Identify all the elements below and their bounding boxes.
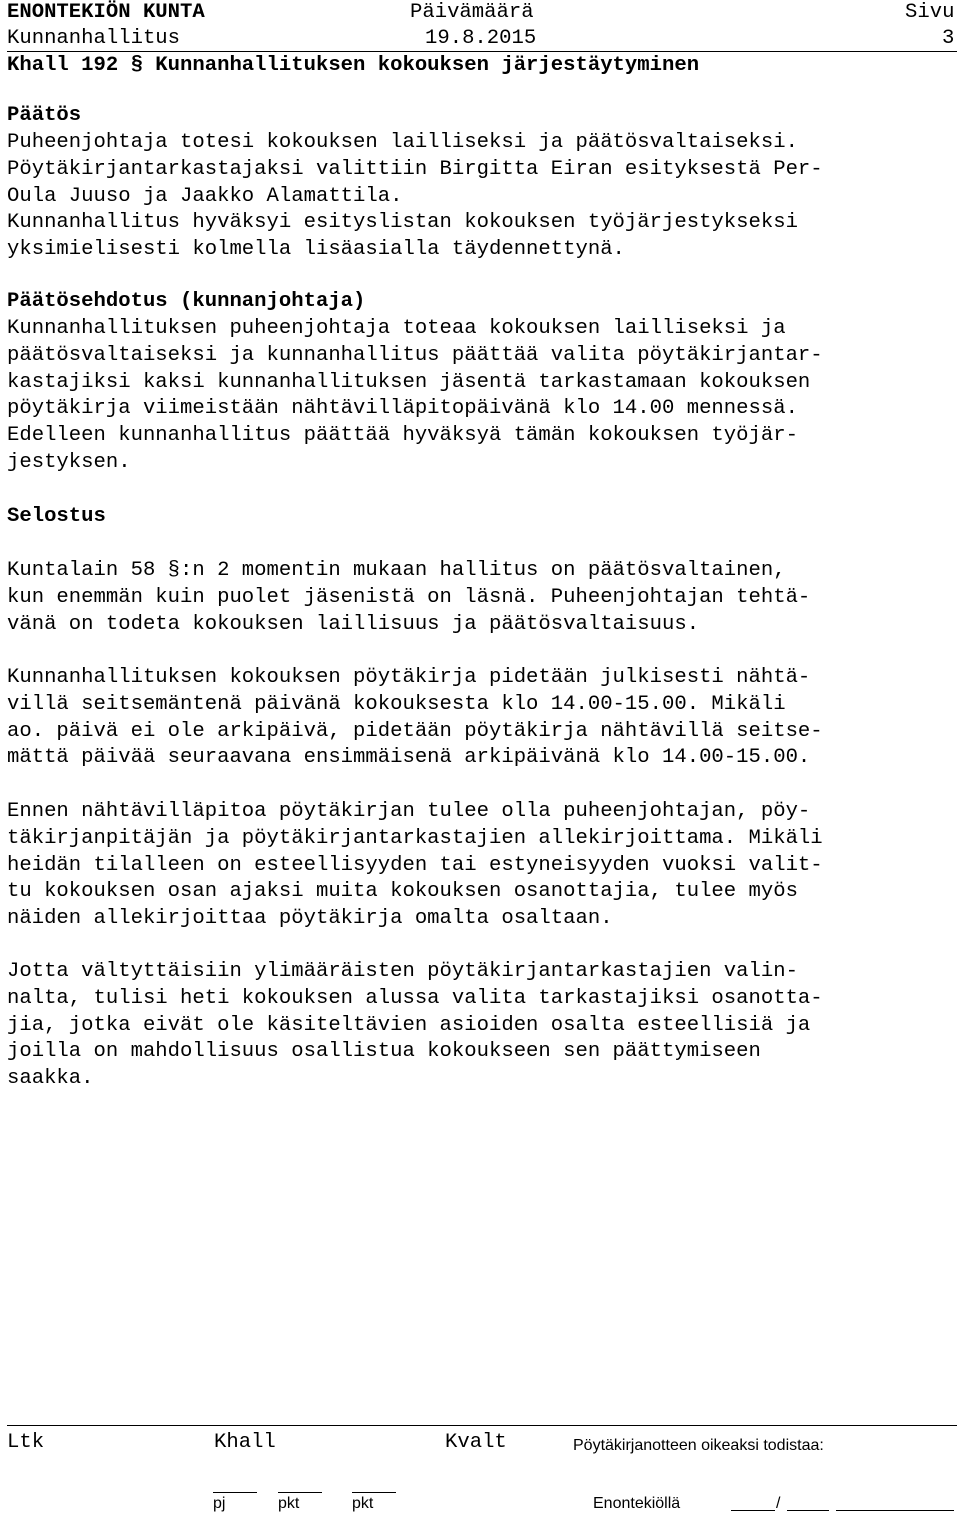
text-line: pöytäkirja viimeistään nähtävilläpitopäivänä klo 14.00 mennessä.	[7, 397, 798, 421]
footer-kvalt: Kvalt	[445, 1431, 507, 1454]
explanation-heading: Selostus	[7, 505, 106, 528]
page-number: 3	[942, 27, 955, 50]
text-line: Pöytäkirjantarkastajaksi valittiin Birgitta Eiran esityksestä Per-	[7, 157, 823, 181]
footer-row	[7, 1430, 957, 1456]
footer-place: Enontekiöllä	[593, 1495, 681, 1512]
explanation-paragraph-2	[7, 665, 957, 772]
date-slash: /	[776, 1495, 781, 1512]
text-line: tu kokouksen osan ajaksi muita kokouksen osanottajia, tulee myös	[7, 880, 798, 904]
meeting-date: 19.8.2015	[425, 27, 537, 50]
text-line: Kuntalain 58 §:n 2 momentin mukaan hallitus on päätösvaltainen,	[7, 559, 786, 582]
signature-line	[836, 1498, 954, 1511]
text-line: näiden allekirjoittaa pöytäkirja omalta osaltaan.	[7, 907, 613, 931]
body-name: Kunnanhallitus	[7, 27, 181, 50]
text-line: saakka.	[7, 1067, 94, 1091]
decision-text	[7, 130, 957, 264]
explanation-paragraph-3	[7, 799, 957, 933]
org-name: ENONTEKIÖN KUNTA	[7, 1, 205, 24]
signature-pkt-1-label: pkt	[278, 1495, 300, 1512]
header-row-2	[7, 26, 957, 52]
date-label: Päivämäärä	[410, 1, 534, 24]
text-line: Ennen nähtävilläpitoa pöytäkirjan tulee olla puheenjohtajan, pöy-	[7, 800, 811, 823]
document-page	[7, 0, 957, 1512]
footer-khall: Khall	[214, 1431, 276, 1454]
text-line: päätösvaltaiseksi ja kunnanhallitus päättää valita pöytäkirjantar-	[7, 343, 823, 367]
text-line: ao. päivä ei ole arkipäivä, pidetään pöytäkirja nähtävillä seitse-	[7, 719, 823, 743]
text-line: Jotta vältyttäisiin ylimääräisten pöytäkirjantarkastajien valin-	[7, 960, 798, 983]
signature-pj	[213, 1492, 257, 1513]
signature-pkt-2	[352, 1492, 396, 1513]
footer-divider	[7, 1425, 957, 1426]
text-line: kun enemmän kuin puolet jäsenistä on läsnä. Puheenjohtajan tehtä-	[7, 585, 811, 609]
proposal-text	[7, 316, 957, 477]
header-row-1	[7, 0, 957, 26]
text-line: Kunnanhallituksen puheenjohtaja toteaa kokouksen lailliseksi ja	[7, 317, 786, 340]
text-line: jestyksen.	[7, 450, 131, 474]
decision-heading: Päätös	[7, 104, 82, 127]
footer-certify: Pöytäkirjanotteen oikeaksi todistaa:	[573, 1437, 824, 1454]
text-line: Edelleen kunnanhallitus päättää hyväksyä tämän kokouksen työjär-	[7, 424, 798, 448]
proposal-heading: Päätösehdotus (kunnanjohtaja)	[7, 290, 366, 313]
date-day-line	[731, 1498, 775, 1511]
footer-ltk: Ltk	[7, 1431, 45, 1454]
text-line: mättä päivää seuraavana ensimmäisenä arkipäivänä klo 14.00-15.00.	[7, 746, 811, 770]
text-line: kastajiksi kaksi kunnanhallituksen jäsentä tarkastamaan kokouksen	[7, 370, 811, 394]
text-line: Oula Juuso ja Jaakko Alamattila.	[7, 184, 403, 208]
text-line: nalta, tulisi heti kokouksen alussa valita tarkastajiksi osanotta-	[7, 986, 823, 1010]
section-title: Khall 192 § Kunnanhallituksen kokouksen järjestäytyminen	[7, 54, 700, 77]
text-line: jia, jotka eivät ole käsiteltävien asioiden osalta esteellisiä ja	[7, 1013, 811, 1037]
signature-pj-label: pj	[213, 1495, 226, 1512]
signature-row	[7, 1492, 957, 1518]
explanation-paragraph-1	[7, 558, 957, 638]
text-line: Puheenjohtaja totesi kokouksen lailliseksi ja päätösvaltaiseksi.	[7, 131, 798, 154]
text-line: täkirjanpitäjän ja pöytäkirjantarkastajien allekirjoittama. Mikäli	[7, 826, 823, 850]
text-line: villä seitsemäntenä päivänä kokouksesta klo 14.00-15.00. Mikäli	[7, 692, 786, 716]
text-line: Kunnanhallitus hyväksyi esityslistan kokouksen työjärjestykseksi	[7, 211, 798, 235]
text-line: yksimielisesti kolmella lisäasialla täydennettynä.	[7, 238, 625, 262]
page-label: Sivu	[905, 1, 955, 24]
text-line: Kunnanhallituksen kokouksen pöytäkirja pidetään julkisesti nähtä-	[7, 666, 811, 689]
date-month-line	[787, 1498, 829, 1511]
explanation-paragraph-4	[7, 959, 957, 1093]
text-line: heidän tilalleen on esteellisyyden tai estyneisyyden vuoksi valit-	[7, 853, 823, 877]
signature-pkt-2-label: pkt	[352, 1495, 374, 1512]
header-divider	[7, 51, 957, 52]
text-line: vänä on todeta kokouksen laillisuus ja päätösvaltaisuus.	[7, 612, 700, 636]
text-line: joilla on mahdollisuus osallistua kokoukseen sen päättymiseen	[7, 1040, 761, 1064]
signature-pkt-1	[278, 1492, 322, 1513]
